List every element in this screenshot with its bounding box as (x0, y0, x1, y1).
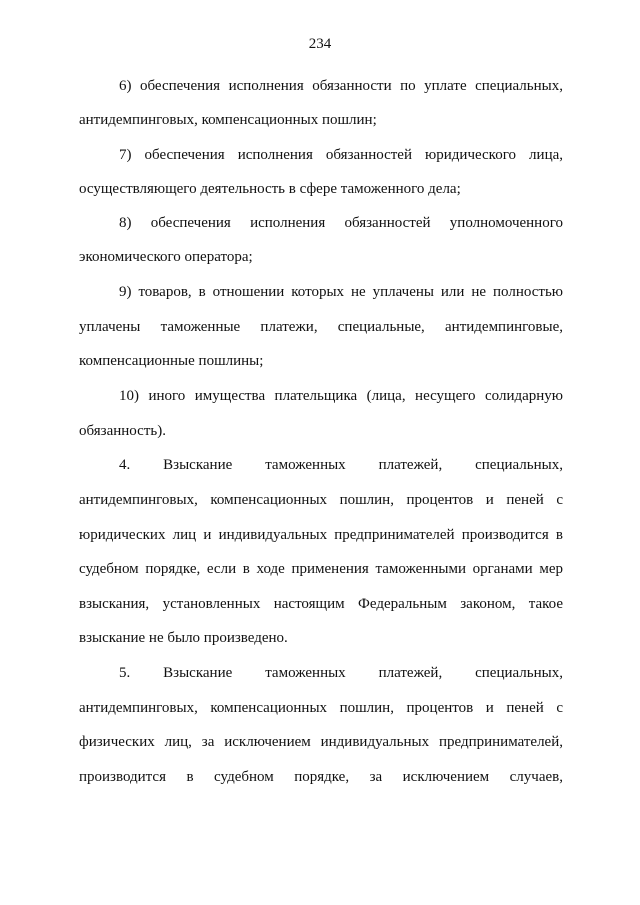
text-line: 5. Взыскание таможенных платежей, специальных, (119, 665, 563, 681)
text-line: взыскания, установленных настоящим Федеральным законом, такое (79, 596, 563, 612)
text-line: экономического оператора; (79, 249, 253, 265)
text-line: уплачены таможенные платежи, специальные, антидемпинговые, (79, 319, 563, 335)
text-line: обязанность). (79, 423, 166, 439)
text-line: компенсационные пошлины; (79, 353, 264, 369)
text-line: 4. Взыскание таможенных платежей, специальных, (119, 457, 563, 473)
text-line: юридических лиц и индивидуальных предпринимателей производится в (79, 527, 563, 543)
text-line: судебном порядке, если в ходе применения таможенными органами мер (79, 561, 563, 577)
text-line: 9) товаров, в отношении которых не уплачены или не полностью (119, 284, 563, 300)
text-line: физических лиц, за исключением индивидуальных предпринимателей, (79, 734, 563, 750)
text-line: антидемпинговых, компенсационных пошлин, процентов и пеней с (79, 492, 563, 508)
text-line: 10) иного имущества плательщика (лица, несущего солидарную (119, 388, 563, 404)
text-line: 6) обеспечения исполнения обязанности по уплате специальных, (119, 78, 563, 94)
text-line: осуществляющего деятельность в сфере таможенного дела; (79, 181, 461, 197)
text-line: антидемпинговых, компенсационных пошлин, процентов и пеней с (79, 700, 563, 716)
text-line: взыскание не было произведено. (79, 630, 288, 646)
text-line: 7) обеспечения исполнения обязанностей юридического лица, (119, 147, 563, 163)
text-line: производится в судебном порядке, за исключением случаев, (79, 769, 563, 785)
page-number: 234 (308, 36, 332, 52)
text-line: антидемпинговых, компенсационных пошлин; (79, 112, 377, 128)
text-line: 8) обеспечения исполнения обязанностей уполномоченного (119, 215, 563, 231)
